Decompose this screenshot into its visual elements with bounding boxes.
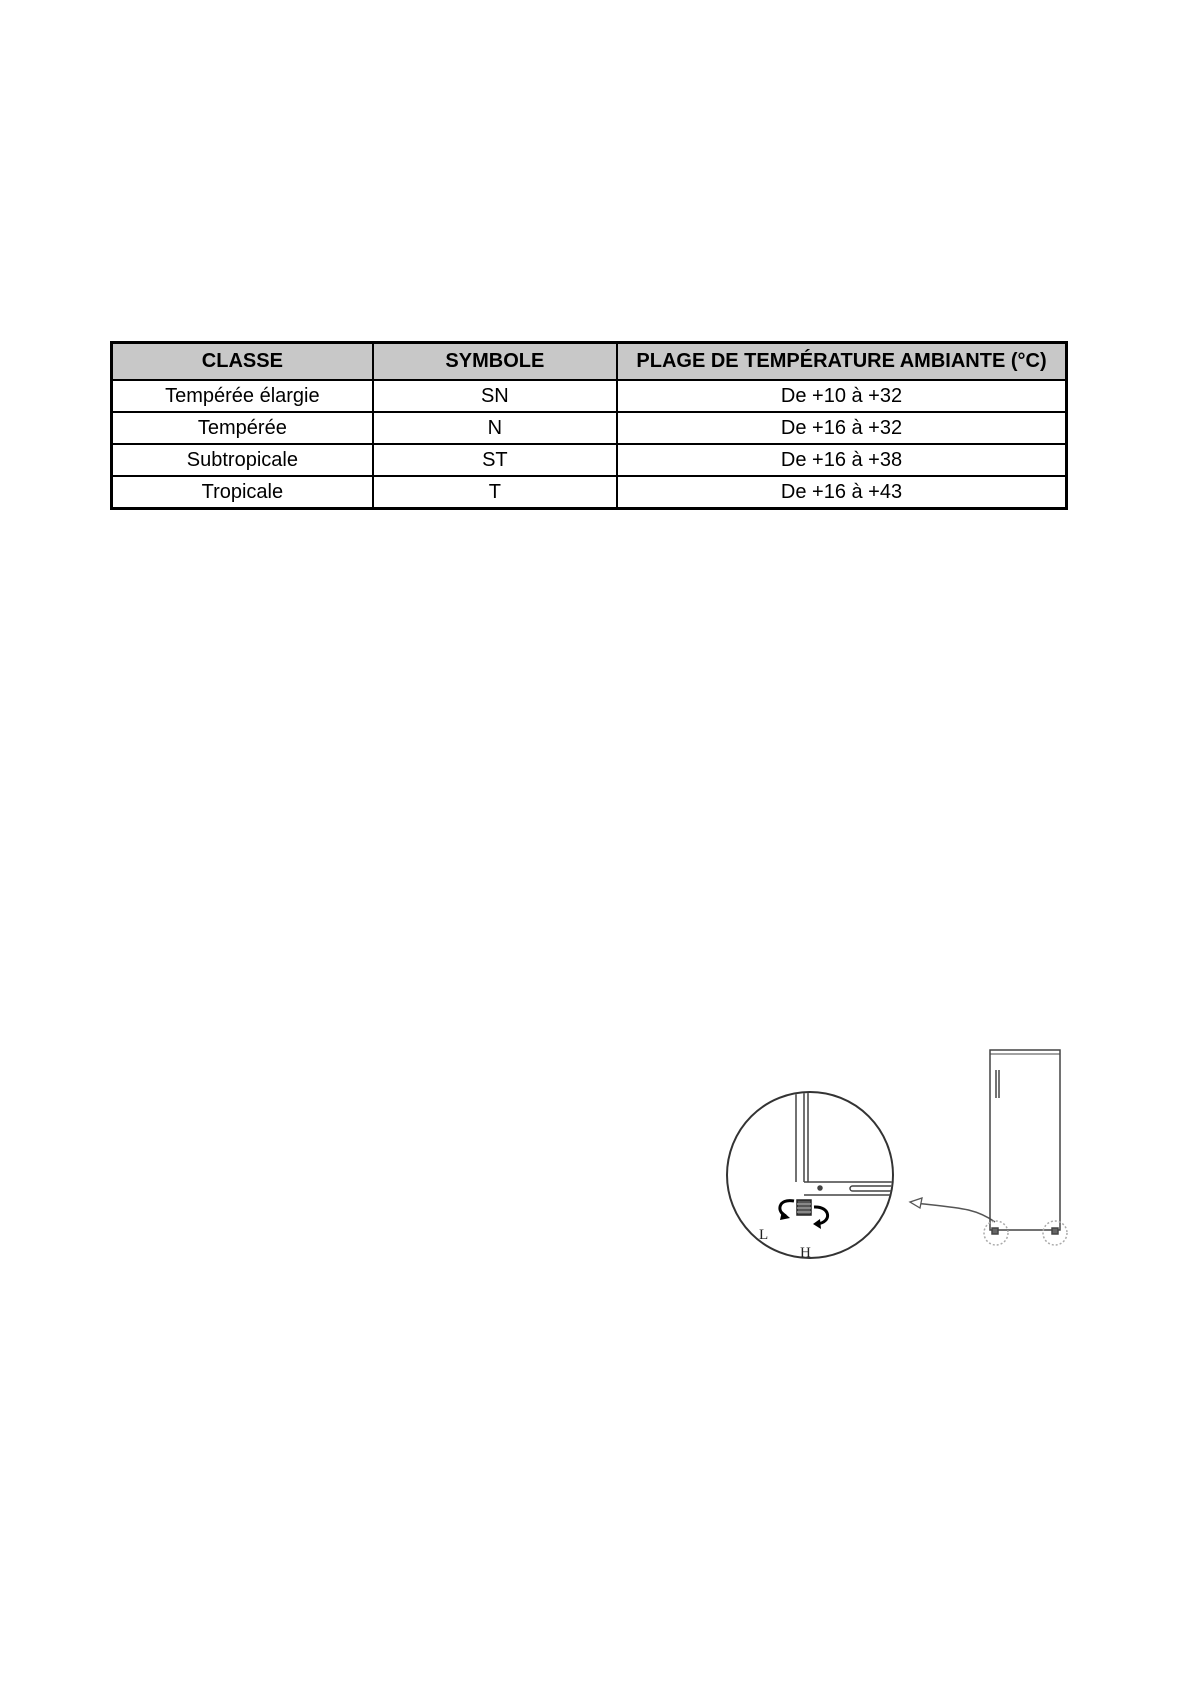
table-row	[112, 412, 1067, 444]
climate-class-table	[110, 341, 1068, 510]
cell-symbole: N	[373, 412, 617, 444]
table-row	[112, 380, 1067, 412]
cell-plage: De +10 à +32	[617, 380, 1067, 412]
cell-plage: De +16 à +32	[617, 412, 1067, 444]
header-classe: CLASSE	[112, 343, 373, 381]
cell-plage: De +16 à +38	[617, 444, 1067, 476]
header-symbole: SYMBOLE	[373, 343, 617, 381]
cell-symbole: T	[373, 476, 617, 509]
fridge-icon	[984, 1050, 1067, 1245]
cell-classe: Subtropicale	[112, 444, 373, 476]
cell-classe: Tropicale	[112, 476, 373, 509]
cell-classe: Tempérée élargie	[112, 380, 373, 412]
label-h: H	[800, 1245, 811, 1260]
table-header-row	[112, 343, 1067, 381]
table-row	[112, 476, 1067, 509]
cell-plage: De +16 à +43	[617, 476, 1067, 509]
header-plage: PLAGE DE TEMPÉRATURE AMBIANTE (°C)	[617, 343, 1067, 381]
pointer-arrow-icon	[915, 1203, 995, 1222]
cell-symbole: ST	[373, 444, 617, 476]
leveling-feet-illustration	[720, 1040, 1090, 1260]
zoom-detail-circle	[727, 1080, 900, 1260]
table-row	[112, 444, 1067, 476]
label-l: L	[759, 1227, 769, 1243]
cell-classe: Tempérée	[112, 412, 373, 444]
cell-symbole: SN	[373, 380, 617, 412]
